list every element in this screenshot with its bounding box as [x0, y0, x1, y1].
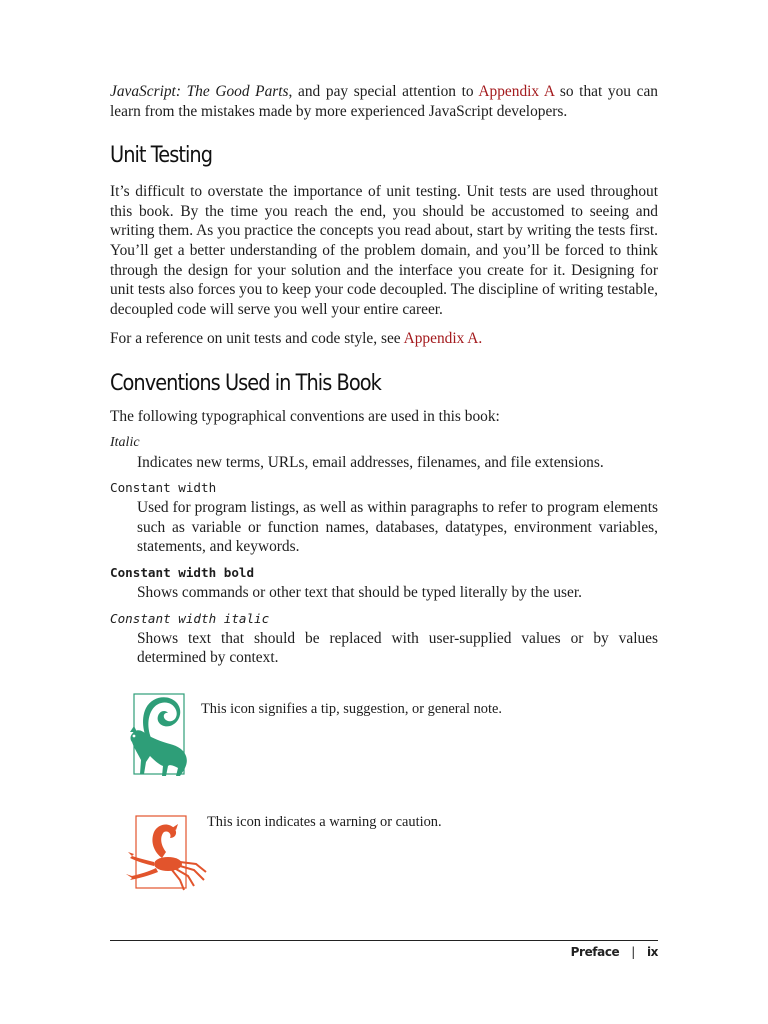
unit-testing-heading: Unit Testing [110, 143, 213, 169]
convention-term: Italic [110, 434, 140, 450]
scorpion-icon [124, 814, 208, 892]
reference-paragraph [110, 329, 658, 349]
lemur-icon [128, 692, 198, 780]
convention-term: Constant width italic [110, 610, 270, 626]
convention-description: Indicates new terms, URLs, email addresses, filenames, and file extensions. [137, 453, 604, 471]
convention-item-italic [110, 434, 658, 473]
page-content [110, 80, 658, 668]
convention-term: Constant width bold [110, 564, 255, 580]
convention-description: Shows commands or other text that should be typed literally by the user. [137, 583, 582, 601]
intro-text-a: , and pay special attention to [288, 83, 479, 100]
convention-item-constant-width-bold [110, 564, 658, 603]
footer-section: Preface [570, 945, 620, 959]
convention-item-constant-width [110, 479, 658, 557]
conventions-intro: The following typographical conventions are used in this book: [110, 407, 500, 425]
tip-text: This icon signifies a tip, suggestion, or general note. [201, 701, 502, 717]
tip-note [128, 692, 198, 780]
convention-description: Shows text that should be replaced with user-supplied values or by values determined by context. [137, 629, 658, 667]
intro-paragraph [110, 82, 658, 121]
convention-description: Used for program listings, as well as within paragraphs to refer to program elements such as variable or function names, databases, datatypes, environment variables, statements, and keywords. [137, 499, 658, 556]
footer-separator: | [631, 945, 635, 959]
convention-item-constant-width-italic [110, 610, 658, 668]
convention-term: Constant width [110, 480, 217, 496]
scorpion-icon-shape [126, 824, 206, 890]
warning-note [124, 814, 208, 892]
reference-text: For a reference on unit tests and code style, see [110, 330, 404, 348]
appendix-a-link[interactable]: Appendix A [478, 83, 555, 100]
footer-rule [110, 940, 658, 941]
conventions-heading: Conventions Used in This Book [110, 370, 381, 396]
page-number: ix [646, 945, 658, 959]
page-footer [571, 945, 658, 959]
book-title: JavaScript: The Good Parts [110, 83, 289, 100]
warning-text: This icon indicates a warning or caution. [207, 814, 442, 830]
intro-text-b: so that you can learn from the mistakes made by more experienced JavaScript developers. [110, 83, 658, 120]
appendix-a-reference-link[interactable]: Appendix A. [403, 330, 483, 348]
unit-testing-paragraph: It’s difficult to overstate the importance of unit testing. Unit tests are used throughout this book. By the time you reach the end, you should be accustomed to seeing and writing them. As you practice the concepts you read about, start by writing the tests first. You’ll get a better understanding of the problem domain, and you’ll be forced to think through the design for your solution and the interface you create for it. Designing for unit tests also forces you to keep your code decoupled. The discipline of writing testable, decoupled code will serve you well your entire career. [110, 183, 658, 318]
lemur-icon-shape [130, 697, 187, 776]
